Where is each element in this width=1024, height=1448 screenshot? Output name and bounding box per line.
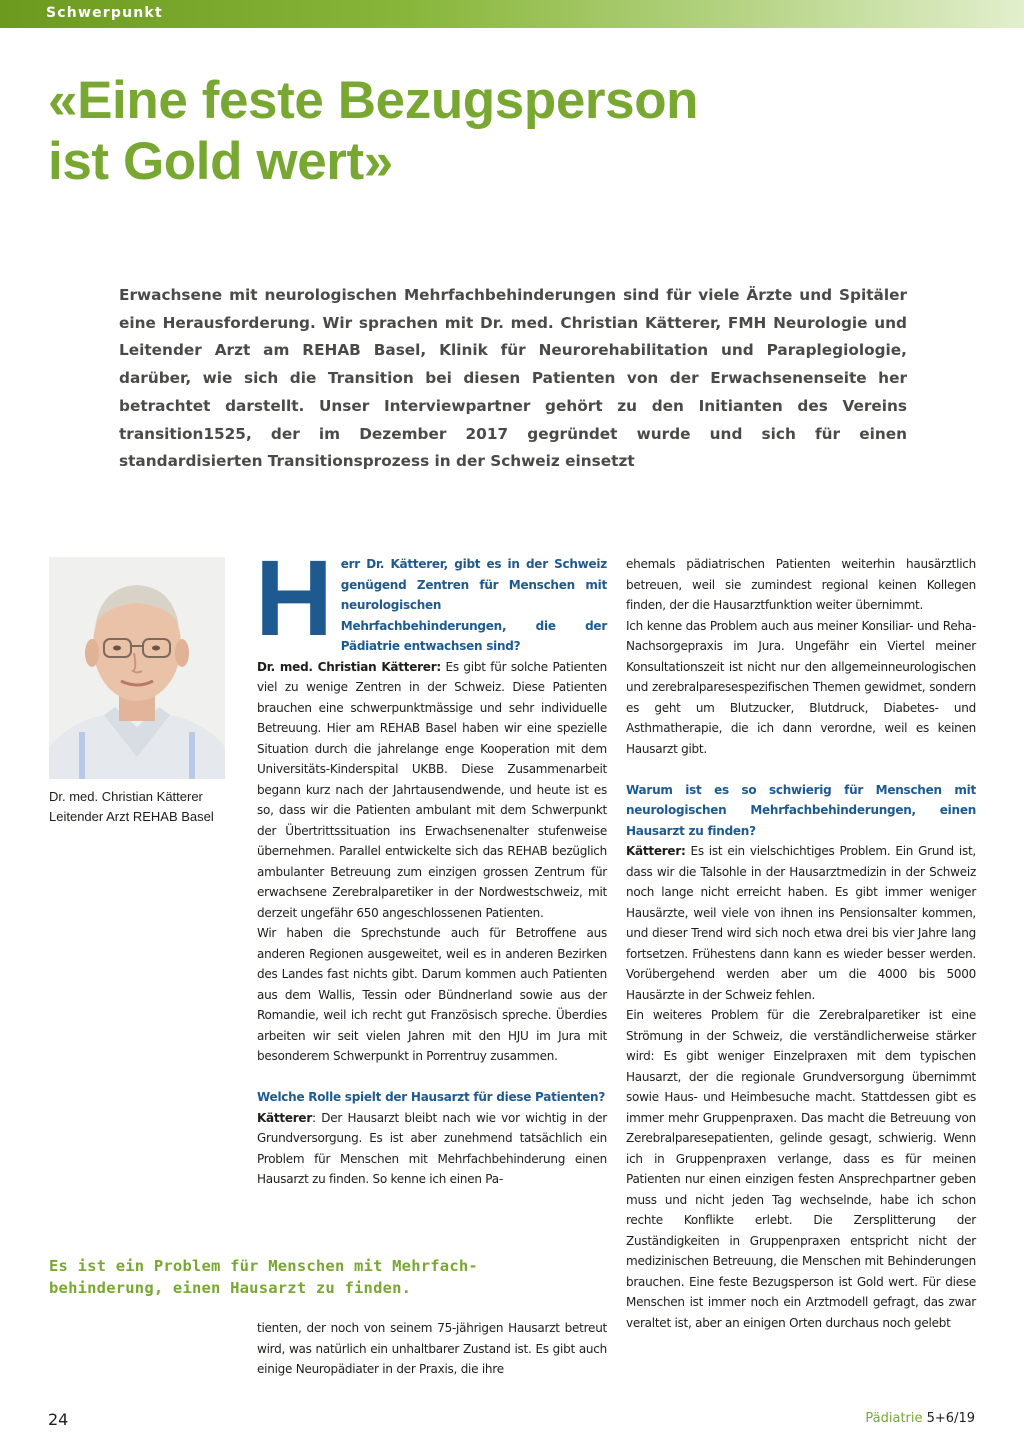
answer-3 [626, 841, 976, 1005]
column-middle-continued [257, 1318, 607, 1380]
section-label: Schwerpunkt [46, 5, 163, 21]
page-number: 24 [48, 1410, 69, 1429]
answer-1 [257, 657, 607, 924]
footer-issue: 5+6/19 [926, 1411, 975, 1426]
answer-3-speaker: Kätterer: [626, 844, 686, 858]
column-right [626, 554, 976, 1333]
answer-1-text: Es gibt für solche Patienten viel zu wenige Zentren in der Schweiz. Diese Patienten brauchen eine schwerpunktmässige und sehr individuelle Betreuung. Hier am REHAB Basel haben wir eine spezielle Situation durch die jahrelange enge Kooperation mit dem Universitäts-Kinderspital UKBB. Diese Zusammenarbeit begann kurz nach der Jahrtausendwende, und heute ist es so, dass wir die Patienten ambulant mit dem Schwerpunkt der Übertrittssituation ins Erwachsenenalter stufenweise übernehmen. Parallel entwickelte sich das REHAB bezüglich ambulanter Betreuung zum einzigen grossen Zentrum für erwachsene Zerebralparetiker in der Nordwestschweiz, mit derzeit ungefähr 650 angeschlossenen Patienten. [257, 659, 607, 920]
article-title [48, 70, 948, 192]
title-line-1: «Eine feste Bezugsperson [48, 71, 699, 130]
lead-paragraph: Erwachsene mit neurologischen Mehrfachbehinderungen sind für viele Ärzte und Spitäler eine Herausforderung. Wir sprachen mit Dr. med. Christian Kätterer, FMH Neurologie und Leitender Arzt am REHAB Basel, Klinik für Neurorehabilitation und Paraplegiologie, darüber, wie sich die Transition bei diesen Patienten von der Erwachsenenseite her betrachtet darstellt. Unser Interviewpartner gehört zu den Initianten des Vereins transition1525, der im Dezember 2017 gegründet wurde und sich für einen standardisierten Transitionsprozess in der Schweiz einsetzt [119, 286, 907, 471]
portrait-photo [49, 557, 225, 779]
question-1-text: err Dr. Kätterer, gibt es in der Schweiz genügend Zentren für Menschen mit neurologischen Mehrfachbehinderungen, die der Pädiatrie entwachsen sind? [340, 557, 607, 653]
photo-caption [49, 787, 249, 827]
question-2: Welche Rolle spielt der Hausarzt für diese Patienten? [257, 1090, 606, 1104]
answer-2 [257, 1108, 607, 1190]
question-3: Warum ist es so schwierig für Menschen mit neurologischen Mehrfachbehinderungen, einen Hausarzt zu finden? [626, 782, 976, 838]
pull-quote-line-1: Es ist ein Problem für Menschen mit Mehrfach- [49, 1257, 478, 1275]
footer-magazine: Pädiatrie [865, 1411, 923, 1426]
pull-quote-line-2: behinderung, einen Hausarzt zu finden. [49, 1279, 412, 1297]
answer-3-paragraph-2: Ein weiteres Problem für die Zerebralparetiker ist eine Strömung in der Schweiz, die verständlicherweise stärker wird: Es gibt weniger Einzelpraxen mit dem typischen Hausarzt, der die regionale Grundversorgung übernimmt sowie Haus- und Heimbesuche macht. Stattdessen gibt es immer mehr Gruppenpraxen. Das macht die Betreuung von Zerebralparesepatienten, gelinde gesagt, schwierig. Wenn ich in Gruppenpraxen verlange, dass es für meinen Patienten nur einen einzigen festen Ansprechpartner geben muss und nicht jeden Tag wechselnde, habe ich schon rechte Konflikte erlebt. Die Zersplitterung der Zuständigkeiten in Gruppenpraxen entspricht nicht der medizinischen Betreuung, die Menschen mit Behinderungen brauchen. Eine feste Bezugsperson ist Gold wert. Für diese Menschen ist immer noch ein Arztmodell gefragt, das zwar veraltet ist, aber an einigen Orten durchaus noch gelebt [626, 1008, 976, 1330]
answer-1-speaker: Dr. med. Christian Kätterer: [257, 659, 441, 674]
answer-2-continued: tienten, der noch von seinem 75-jährigen Hausarzt betreut wird, was natürlich ein unhaltbarer Zustand ist. Es gibt auch einige Neuropädiater in der Praxis, die ihre [257, 1321, 607, 1376]
title-line-2: ist Gold wert» [48, 132, 393, 191]
footer-publication [865, 1411, 975, 1426]
right-paragraph-1: ehemals pädiatrischen Patienten weiterhin hausärztlich betreuen, weil sie zumindest regional keinen Kollegen finden, der die Hausarztfunktion weiter übernimmt. [626, 557, 976, 612]
drop-cap: H [255, 537, 333, 658]
answer-2-text: : Der Hausarzt bleibt nach wie vor wichtig in der Grundversorgung. Es ist aber zunehmend tatsächlich ein Problem für Menschen mit Mehrfachbehinderung einen Hausarzt zu finden. So kenne ich einen Pa- [257, 1110, 607, 1186]
answer-3-text: Es ist ein vielschichtiges Problem. Ein Grund ist, dass wir die Talsohle in der Hausarztmedizin in der Schweiz noch lange nicht erreicht haben. Es gibt immer weniger Hausärzte, weil viele von ihnen ins Pensionsalter kommen, und dieser Trend wird sich noch etwa drei bis vier Jahre lang fortsetzen. Frühestens dann kann es wieder besser werden. Vorübergehend werden aber um die 4000 bis 5000 Hausärzte in der Schweiz fehlen. [626, 844, 976, 1002]
pull-quote [49, 1255, 609, 1299]
caption-name: Dr. med. Christian Kätterer [49, 789, 203, 804]
right-paragraph-2: Ich kenne das Problem auch aus meiner Konsiliar- und Reha-Nachsorgepraxis im Jura. Ungefähr ein Viertel meiner Konsultationszeit ist nicht nur den allgemeinneurologischen und zerebralparesespezifischen Themen gewidmet, sondern es geht um Blutzucker, Blutdruck, Diabetes- und Asthmatherapie, die ich dann verordne, weil es keinen Hausarzt gibt. [626, 618, 976, 756]
section-header-bar [0, 0, 1024, 28]
question-1 [255, 537, 607, 658]
column-middle [255, 537, 607, 1190]
answer-1-paragraph-2: Wir haben die Sprechstunde auch für Betroffene aus anderen Regionen ausgeweitet, weil es in anderen Bezirken des Landes fast nichts gibt. Darum kommen auch Patienten aus dem Wallis, Tessin oder Bündnerland sowie aus der Romandie, weil ich recht gut Französisch spreche. Überdies arbeiten wir seit vielen Jahren mit den HJU im Jura mit besonderem Schwerpunkt in Porrentruy zusammen. [257, 926, 607, 1063]
caption-role: Leitender Arzt REHAB Basel [49, 809, 214, 824]
answer-2-speaker: Kätterer [257, 1110, 312, 1125]
